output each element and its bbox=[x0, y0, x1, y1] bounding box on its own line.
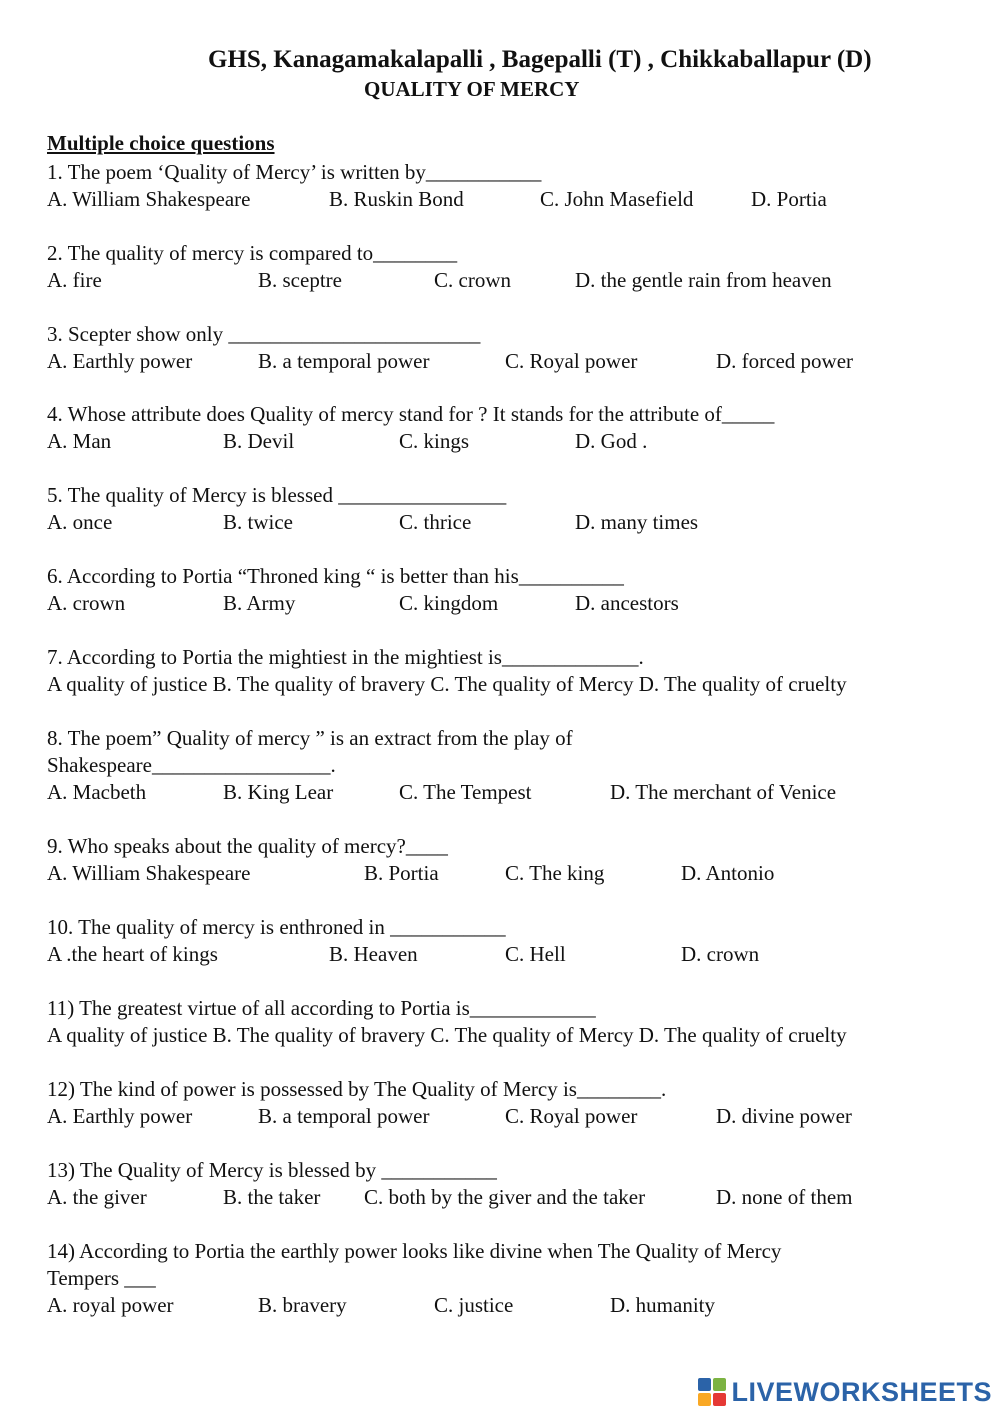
answer-option[interactable]: A. crown bbox=[47, 591, 126, 615]
answer-option[interactable]: A. the giver bbox=[47, 1185, 147, 1209]
school-name: GHS, Kanagamakalapalli , Bagepalli (T) , Chikkaballapur (D) bbox=[208, 46, 872, 73]
answer-option[interactable]: A. once bbox=[47, 510, 113, 534]
section-heading: Multiple choice questions bbox=[47, 131, 275, 155]
question-text: 9. Who speaks about the quality of mercy?____ bbox=[47, 834, 448, 858]
answer-option[interactable]: D. many times bbox=[575, 510, 699, 534]
answer-option[interactable]: B. Portia bbox=[364, 861, 439, 885]
answer-option[interactable]: B. bravery bbox=[258, 1293, 347, 1317]
liveworksheets-wordmark: LIVEWORKSHEETS bbox=[731, 1376, 992, 1407]
answer-option[interactable]: D. none of them bbox=[716, 1185, 853, 1209]
answer-option[interactable]: C. The Tempest bbox=[399, 780, 532, 804]
answer-option[interactable]: D. the gentle rain from heaven bbox=[575, 268, 832, 292]
answer-option[interactable]: A. Macbeth bbox=[47, 780, 147, 804]
question-text: 6. According to Portia “Throned king “ is better than his__________ bbox=[47, 564, 624, 588]
question-text: 5. The quality of Mercy is blessed ________________ bbox=[47, 483, 507, 507]
answer-option[interactable]: B. sceptre bbox=[258, 268, 342, 292]
question-text: 8. The poem” Quality of mercy ” is an extract from the play of bbox=[47, 726, 573, 750]
answer-option[interactable]: C. John Masefield bbox=[540, 187, 694, 211]
answer-option[interactable]: D. Portia bbox=[751, 187, 827, 211]
answer-option[interactable]: A. Man bbox=[47, 429, 112, 453]
answer-option[interactable]: A. William Shakespeare bbox=[47, 187, 251, 211]
answer-option[interactable]: A. fire bbox=[47, 268, 102, 292]
answer-option[interactable]: C. Hell bbox=[505, 942, 566, 966]
question-text: 14) According to Portia the earthly power looks like divine when The Quality of Mercy bbox=[47, 1239, 782, 1263]
answer-option[interactable]: B. Ruskin Bond bbox=[329, 187, 464, 211]
answer-option[interactable]: B. Devil bbox=[223, 429, 295, 453]
answer-option[interactable]: A .the heart of kings bbox=[47, 942, 218, 966]
answer-option[interactable]: C. justice bbox=[434, 1293, 514, 1317]
answer-option[interactable]: A. Earthly power bbox=[47, 349, 193, 373]
answer-option[interactable]: B. a temporal power bbox=[258, 349, 430, 373]
answer-option[interactable]: C. kings bbox=[399, 429, 470, 453]
answer-option[interactable]: D. forced power bbox=[716, 349, 854, 373]
question-text: 10. The quality of mercy is enthroned in ___________ bbox=[47, 915, 506, 939]
answer-option[interactable]: C. crown bbox=[434, 268, 511, 292]
question-text: 7. According to Portia the mightiest in the mightiest is_____________. bbox=[47, 645, 644, 669]
answer-option[interactable]: D. God . bbox=[575, 429, 648, 453]
question-text: 4. Whose attribute does Quality of mercy stand for ? It stands for the attribute of_____ bbox=[47, 402, 775, 426]
answer-option[interactable]: B. the taker bbox=[223, 1185, 321, 1209]
answer-option[interactable]: D. The merchant of Venice bbox=[610, 780, 837, 804]
answer-option[interactable]: A. royal power bbox=[47, 1293, 174, 1317]
question-text: 3. Scepter show only ________________________ bbox=[47, 322, 481, 346]
question-text: 11) The greatest virtue of all according to Portia is____________ bbox=[47, 996, 596, 1020]
answer-option[interactable]: C. thrice bbox=[399, 510, 472, 534]
answer-option[interactable]: C. Royal power bbox=[505, 349, 638, 373]
question-text-continued: A quality of justice B. The quality of bravery C. The quality of Mercy D. The quality of cruelty bbox=[47, 1023, 847, 1047]
question-text-continued: Tempers ___ bbox=[47, 1266, 156, 1290]
question-text-continued: A quality of justice B. The quality of bravery C. The quality of Mercy D. The quality of cruelty bbox=[47, 672, 847, 696]
answer-option[interactable]: C. kingdom bbox=[399, 591, 499, 615]
question-text-continued: Shakespeare_________________. bbox=[47, 753, 336, 777]
question-text: 12) The kind of power is possessed by The Quality of Mercy is________. bbox=[47, 1077, 667, 1101]
question-text: 1. The poem ‘Quality of Mercy’ is written by___________ bbox=[47, 160, 542, 184]
answer-option[interactable]: C. both by the giver and the taker bbox=[364, 1185, 646, 1209]
answer-option[interactable]: B. Heaven bbox=[329, 942, 418, 966]
answer-option[interactable]: B. Army bbox=[223, 591, 296, 615]
answer-option[interactable]: B. twice bbox=[223, 510, 293, 534]
liveworksheets-logo[interactable] bbox=[697, 1375, 992, 1409]
answer-option[interactable]: D. divine power bbox=[716, 1104, 852, 1128]
worksheet-title: QUALITY OF MERCY bbox=[364, 77, 580, 101]
answer-option[interactable]: B. King Lear bbox=[223, 780, 334, 804]
answer-option[interactable]: D. crown bbox=[681, 942, 760, 966]
answer-option[interactable]: D. humanity bbox=[610, 1293, 715, 1317]
question-text: 13) The Quality of Mercy is blessed by ___________ bbox=[47, 1158, 497, 1182]
answer-option[interactable]: C. Royal power bbox=[505, 1104, 638, 1128]
liveworksheets-icon bbox=[697, 1377, 727, 1407]
answer-option[interactable]: B. a temporal power bbox=[258, 1104, 430, 1128]
answer-option[interactable]: A. William Shakespeare bbox=[47, 861, 251, 885]
answer-option[interactable]: D. ancestors bbox=[575, 591, 679, 615]
answer-option[interactable]: D. Antonio bbox=[681, 861, 775, 885]
answer-option[interactable]: C. The king bbox=[505, 861, 605, 885]
answer-option[interactable]: A. Earthly power bbox=[47, 1104, 193, 1128]
question-text: 2. The quality of mercy is compared to________ bbox=[47, 241, 458, 265]
